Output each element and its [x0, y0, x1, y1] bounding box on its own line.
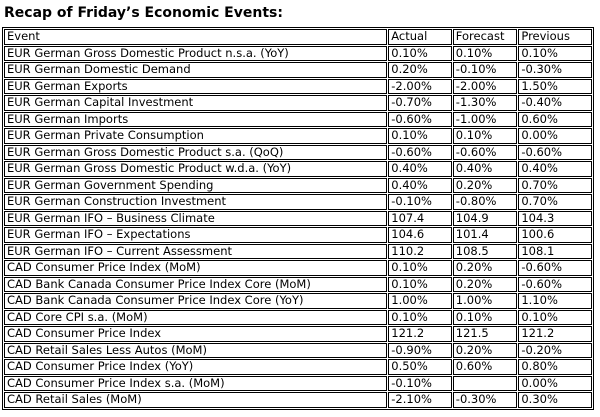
- header-event: Event: [4, 29, 387, 45]
- actual-cell: 0.40%: [388, 161, 452, 177]
- previous-cell: 100.6: [518, 227, 592, 243]
- forecast-cell: -1.00%: [453, 112, 518, 128]
- actual-cell: 0.10%: [388, 260, 452, 276]
- table-row: [4, 128, 592, 144]
- header-forecast: Forecast: [453, 29, 518, 45]
- event-cell: EUR German Private Consumption: [4, 128, 387, 144]
- previous-cell: 0.70%: [518, 178, 592, 194]
- forecast-cell: 0.20%: [453, 260, 518, 276]
- event-cell: CAD Consumer Price Index (YoY): [4, 359, 387, 375]
- table-row: [4, 359, 592, 375]
- forecast-cell: [453, 376, 518, 392]
- event-cell: EUR German Government Spending: [4, 178, 387, 194]
- event-cell: CAD Bank Canada Consumer Price Index Core (MoM): [4, 277, 387, 293]
- previous-cell: 0.80%: [518, 359, 592, 375]
- forecast-cell: 0.20%: [453, 277, 518, 293]
- table-row: [4, 326, 592, 342]
- event-cell: CAD Retail Sales (MoM): [4, 392, 387, 408]
- forecast-cell: 1.00%: [453, 293, 518, 309]
- table-row: [4, 95, 592, 111]
- previous-cell: -0.60%: [518, 145, 592, 161]
- forecast-cell: 0.20%: [453, 178, 518, 194]
- table-row: [4, 392, 592, 408]
- event-cell: EUR German Capital Investment: [4, 95, 387, 111]
- table-row: [4, 112, 592, 128]
- header-row: [4, 29, 592, 45]
- previous-cell: 0.10%: [518, 310, 592, 326]
- table-header: [4, 29, 592, 45]
- previous-cell: 104.3: [518, 211, 592, 227]
- table-row: [4, 343, 592, 359]
- event-cell: CAD Retail Sales Less Autos (MoM): [4, 343, 387, 359]
- economic-events-table: [2, 27, 594, 410]
- forecast-cell: -2.00%: [453, 79, 518, 95]
- previous-cell: 108.1: [518, 244, 592, 260]
- actual-cell: -0.90%: [388, 343, 452, 359]
- table-row: [4, 79, 592, 95]
- previous-cell: 121.2: [518, 326, 592, 342]
- table-row: [4, 376, 592, 392]
- table-row: [4, 46, 592, 62]
- table-row: [4, 277, 592, 293]
- event-cell: EUR German Gross Domestic Product s.a. (QoQ): [4, 145, 387, 161]
- forecast-cell: -0.30%: [453, 392, 518, 408]
- page-title: Recap of Friday’s Economic Events:: [4, 5, 283, 21]
- table-row: [4, 145, 592, 161]
- table-row: [4, 227, 592, 243]
- table-body: [4, 46, 592, 408]
- forecast-cell: -0.80%: [453, 194, 518, 210]
- actual-cell: -0.10%: [388, 194, 452, 210]
- table-row: [4, 293, 592, 309]
- forecast-cell: 104.9: [453, 211, 518, 227]
- previous-cell: 0.70%: [518, 194, 592, 210]
- event-cell: EUR German Construction Investment: [4, 194, 387, 210]
- actual-cell: 0.10%: [388, 128, 452, 144]
- forecast-cell: 0.40%: [453, 161, 518, 177]
- event-cell: EUR German IFO – Business Climate: [4, 211, 387, 227]
- forecast-cell: -0.10%: [453, 62, 518, 78]
- actual-cell: -0.60%: [388, 145, 452, 161]
- previous-cell: 0.00%: [518, 376, 592, 392]
- forecast-cell: 0.20%: [453, 343, 518, 359]
- table-row: [4, 194, 592, 210]
- actual-cell: -0.70%: [388, 95, 452, 111]
- forecast-cell: -1.30%: [453, 95, 518, 111]
- previous-cell: 1.10%: [518, 293, 592, 309]
- actual-cell: -2.10%: [388, 392, 452, 408]
- actual-cell: 0.10%: [388, 310, 452, 326]
- forecast-cell: 108.5: [453, 244, 518, 260]
- table-row: [4, 161, 592, 177]
- actual-cell: 0.40%: [388, 178, 452, 194]
- previous-cell: 0.40%: [518, 161, 592, 177]
- actual-cell: 107.4: [388, 211, 452, 227]
- header-actual: Actual: [388, 29, 452, 45]
- table-row: [4, 310, 592, 326]
- actual-cell: 0.10%: [388, 46, 452, 62]
- event-cell: CAD Core CPI s.a. (MoM): [4, 310, 387, 326]
- event-cell: CAD Bank Canada Consumer Price Index Core (YoY): [4, 293, 387, 309]
- actual-cell: 0.50%: [388, 359, 452, 375]
- actual-cell: 104.6: [388, 227, 452, 243]
- previous-cell: -0.40%: [518, 95, 592, 111]
- previous-cell: 0.30%: [518, 392, 592, 408]
- actual-cell: 121.2: [388, 326, 452, 342]
- previous-cell: 0.10%: [518, 46, 592, 62]
- table-row: [4, 62, 592, 78]
- event-cell: EUR German Imports: [4, 112, 387, 128]
- table-row: [4, 178, 592, 194]
- event-cell: EUR German Gross Domestic Product w.d.a. (YoY): [4, 161, 387, 177]
- actual-cell: 1.00%: [388, 293, 452, 309]
- event-cell: EUR German Exports: [4, 79, 387, 95]
- forecast-cell: 101.4: [453, 227, 518, 243]
- event-cell: EUR German Domestic Demand: [4, 62, 387, 78]
- previous-cell: -0.60%: [518, 277, 592, 293]
- forecast-cell: -0.60%: [453, 145, 518, 161]
- event-cell: EUR German IFO – Current Assessment: [4, 244, 387, 260]
- header-previous: Previous: [518, 29, 592, 45]
- previous-cell: -0.60%: [518, 260, 592, 276]
- event-cell: CAD Consumer Price Index: [4, 326, 387, 342]
- table-row: [4, 244, 592, 260]
- previous-cell: -0.30%: [518, 62, 592, 78]
- forecast-cell: 0.60%: [453, 359, 518, 375]
- event-cell: CAD Consumer Price Index s.a. (MoM): [4, 376, 387, 392]
- forecast-cell: 121.5: [453, 326, 518, 342]
- actual-cell: -0.10%: [388, 376, 452, 392]
- previous-cell: -0.20%: [518, 343, 592, 359]
- previous-cell: 1.50%: [518, 79, 592, 95]
- actual-cell: 0.10%: [388, 277, 452, 293]
- previous-cell: 0.60%: [518, 112, 592, 128]
- actual-cell: -2.00%: [388, 79, 452, 95]
- table-row: [4, 211, 592, 227]
- event-cell: CAD Consumer Price Index (MoM): [4, 260, 387, 276]
- actual-cell: 110.2: [388, 244, 452, 260]
- actual-cell: 0.20%: [388, 62, 452, 78]
- event-cell: EUR German Gross Domestic Product n.s.a. (YoY): [4, 46, 387, 62]
- forecast-cell: 0.10%: [453, 310, 518, 326]
- forecast-cell: 0.10%: [453, 46, 518, 62]
- forecast-cell: 0.10%: [453, 128, 518, 144]
- event-cell: EUR German IFO – Expectations: [4, 227, 387, 243]
- actual-cell: -0.60%: [388, 112, 452, 128]
- table-row: [4, 260, 592, 276]
- previous-cell: 0.00%: [518, 128, 592, 144]
